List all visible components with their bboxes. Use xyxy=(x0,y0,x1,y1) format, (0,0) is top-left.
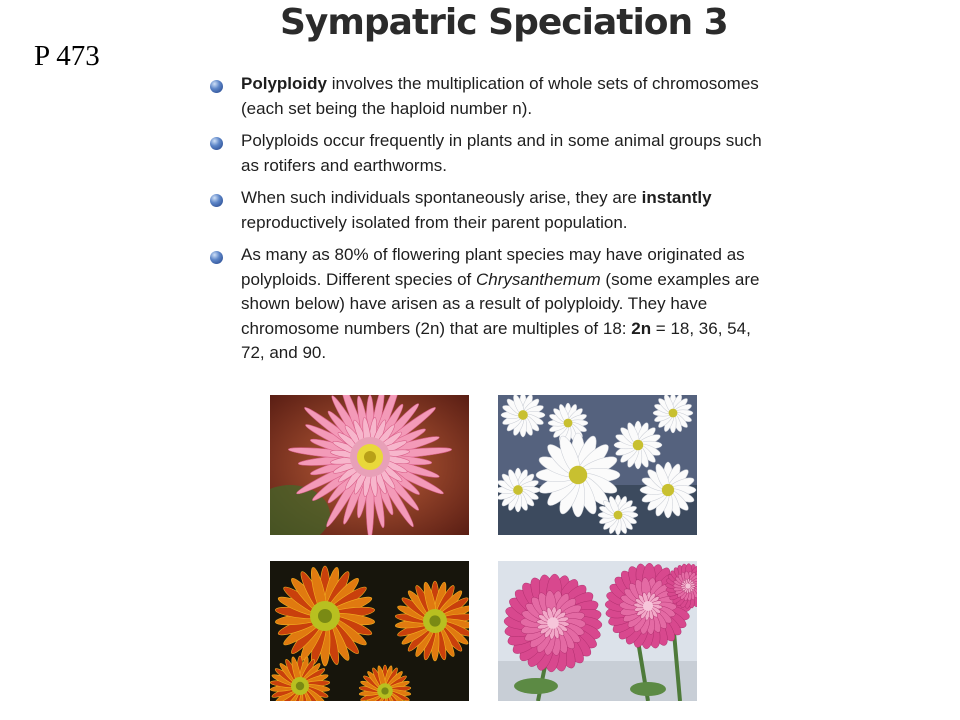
magenta-chrysanthemum-image xyxy=(498,561,697,701)
bullet-list xyxy=(208,72,768,374)
bullet-dot-icon xyxy=(210,80,223,93)
term-polyploidy: Polyploidy xyxy=(241,74,327,93)
bullet-polyploidy xyxy=(208,72,768,121)
orange-chrysanthemum-image xyxy=(270,561,469,701)
bullet-occurrence xyxy=(208,129,768,178)
photo-orange-chrysanthemums xyxy=(270,561,469,701)
genus-chrysanthemum: Chrysanthemum xyxy=(475,269,601,289)
bullet-text: Polyploids occur frequently in plants and in some animal groups such as rotifers and earthworms. xyxy=(241,131,762,175)
bullet-isolation xyxy=(208,186,768,235)
pink-chrysanthemum-image xyxy=(270,395,469,535)
bullet-text: = 18, 36, 54, 72, and 90. xyxy=(241,318,751,362)
term-2n: 2n xyxy=(631,318,652,338)
bullet-dot-icon xyxy=(210,137,223,150)
bullet-chrysanthemum xyxy=(208,243,768,366)
slide-title: Sympatric Speciation 3 xyxy=(280,2,728,43)
emphasis-instantly: instantly xyxy=(641,188,712,207)
bullet-text: (some examples are shown below) have arisen as a result of polyploidy. They have chromosome numbers (2n) that are multiples of 18: xyxy=(241,269,760,338)
bullet-dot-icon xyxy=(210,194,223,207)
page-number-reference: P 473 xyxy=(34,40,100,72)
bullet-text: As many as 80% of flowering plant species may have originated as polyploids. Different species of xyxy=(241,245,745,289)
bullet-text: reproductively isolated from their parent population. xyxy=(241,212,628,232)
bullet-text: When such individuals spontaneously arise, they are xyxy=(241,188,642,207)
bullet-dot-icon xyxy=(210,251,223,264)
photo-pink-spider-chrysanthemum xyxy=(270,395,469,535)
photo-white-daisy-chrysanthemums xyxy=(498,395,697,535)
white-chrysanthemum-image xyxy=(498,395,697,535)
bullet-text: involves the multiplication of whole sets of chromosomes (each set being the haploid number n). xyxy=(241,74,759,118)
photo-magenta-pompon-chrysanthemums xyxy=(498,561,697,701)
